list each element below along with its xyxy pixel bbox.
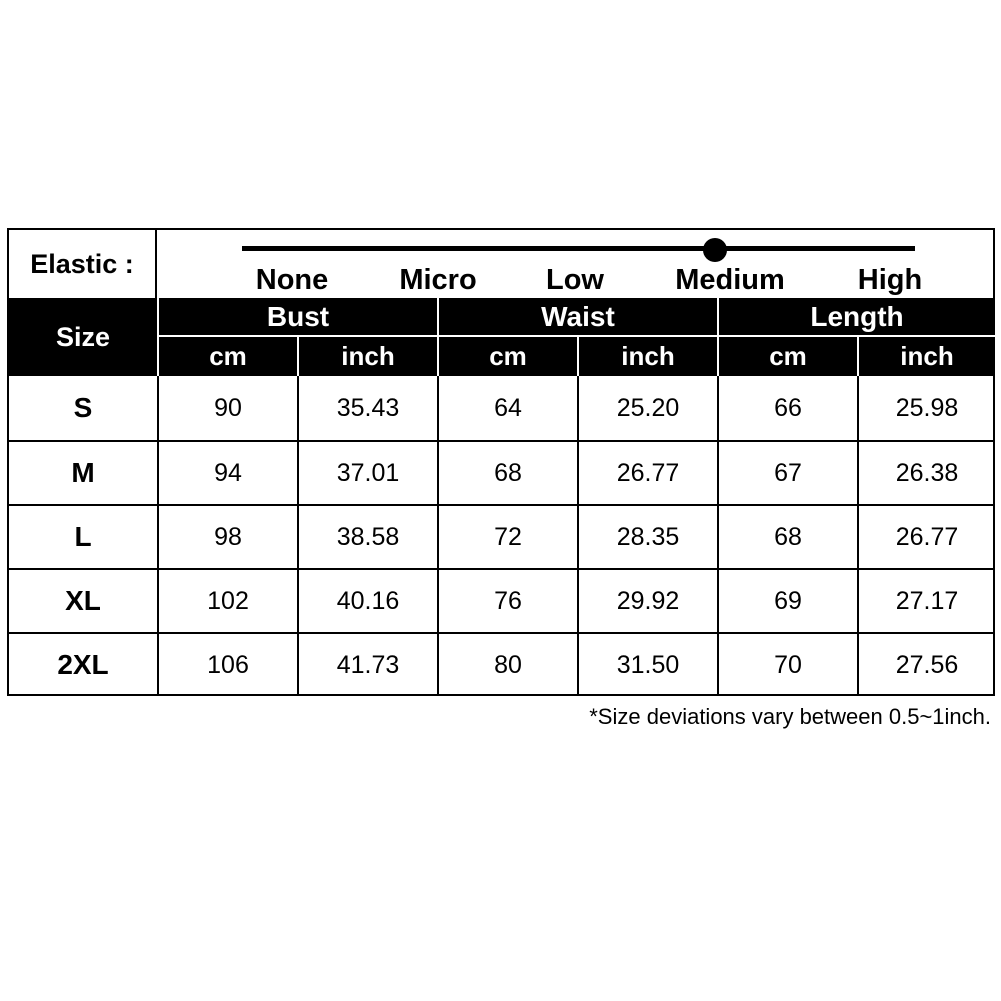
waist-inch-value: 28.35: [616, 522, 680, 551]
unit-header: cm: [769, 340, 807, 371]
size-chart: [7, 228, 995, 696]
unit-header: inch: [621, 340, 675, 371]
elastic-level-high: High: [857, 264, 923, 296]
length-inch-value: 25.98: [895, 393, 959, 422]
unit-header: cm: [209, 340, 247, 371]
length-cm-value: 68: [774, 522, 802, 551]
unit-header: inch: [900, 340, 954, 371]
length-cm-value: 67: [774, 458, 802, 487]
header-column-divider: [157, 298, 159, 376]
length-inch-value: 26.38: [895, 458, 959, 487]
elasticity-scale-line: [242, 246, 915, 251]
header-column-divider: [297, 336, 299, 376]
length-cm-value: 70: [774, 650, 802, 679]
waist-cm-value: 64: [494, 393, 522, 422]
waist-cm-value: 80: [494, 650, 522, 679]
elastic-level-micro: Micro: [399, 264, 477, 296]
bust-inch-value: 37.01: [336, 458, 400, 487]
waist-inch-value: 29.92: [616, 586, 680, 615]
bust-inch-value: 35.43: [336, 393, 400, 422]
length-inch-value: 27.17: [895, 586, 959, 615]
unit-header: cm: [489, 340, 527, 371]
bust-header: Bust: [266, 301, 330, 332]
size-column-header: Size: [55, 321, 111, 352]
unit-header: inch: [341, 340, 395, 371]
elasticity-indicator: [703, 238, 727, 262]
elastic-level-low: Low: [546, 264, 604, 296]
waist-inch-value: 25.20: [616, 393, 680, 422]
length-cm-value: 69: [774, 586, 802, 615]
waist-inch-value: 31.50: [616, 650, 680, 679]
elastic-level-none: None: [255, 264, 329, 296]
bust-cm-value: 90: [214, 393, 242, 422]
bust-cm-value: 98: [214, 522, 242, 551]
size-label: L: [74, 521, 92, 552]
bust-cm-value: 106: [207, 650, 249, 679]
size-label: XL: [65, 585, 101, 616]
header-column-divider: [857, 336, 859, 376]
size-deviation-note: *Size deviations vary between 0.5~1inch.: [589, 704, 991, 729]
waist-header: Waist: [541, 301, 615, 332]
header-column-divider: [577, 336, 579, 376]
elasticity-scale: [157, 230, 995, 298]
bust-inch-value: 40.16: [336, 586, 400, 615]
waist-cm-value: 72: [494, 522, 522, 551]
bust-cm-value: 94: [214, 458, 242, 487]
header-column-divider: [437, 298, 439, 376]
size-label: M: [71, 457, 95, 488]
length-inch-value: 26.77: [895, 522, 959, 551]
bust-cm-value: 102: [207, 586, 249, 615]
header-column-divider: [717, 298, 719, 376]
waist-cm-value: 76: [494, 586, 522, 615]
size-label: 2XL: [57, 649, 109, 680]
elastic-label: Elastic :: [9, 230, 157, 298]
length-cm-value: 66: [774, 393, 802, 422]
elastic-level-medium: Medium: [675, 264, 785, 296]
length-inch-value: 27.56: [895, 650, 959, 679]
bust-inch-value: 41.73: [336, 650, 400, 679]
length-header: Length: [810, 301, 904, 332]
waist-cm-value: 68: [494, 458, 522, 487]
bust-inch-value: 38.58: [336, 522, 400, 551]
waist-inch-value: 26.77: [616, 458, 680, 487]
size-label: S: [73, 392, 93, 423]
